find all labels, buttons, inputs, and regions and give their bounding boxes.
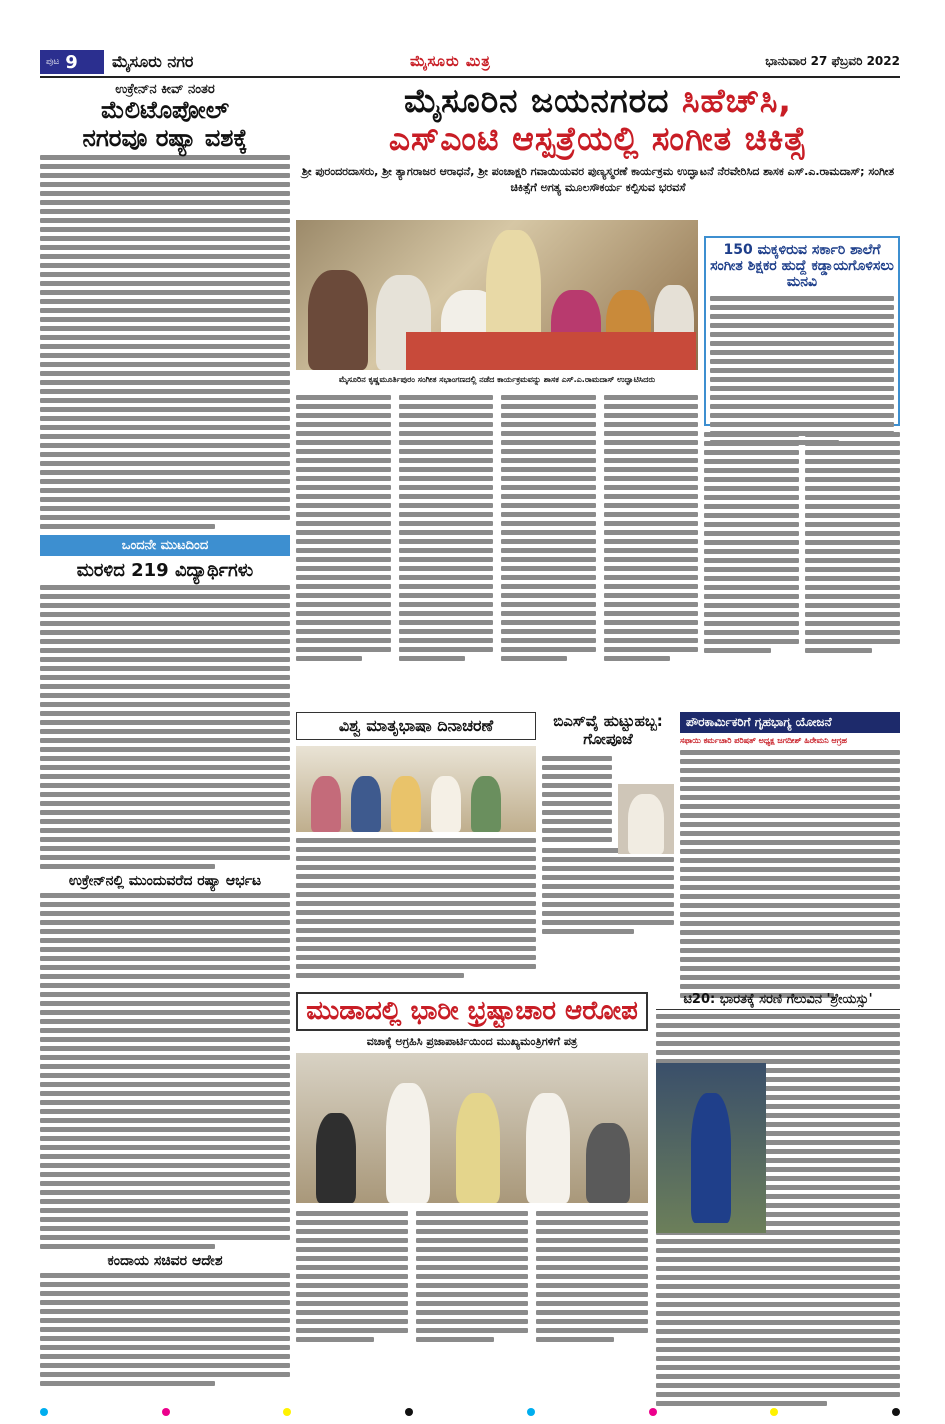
music-teacher-box [704,236,900,426]
main-deck: ಶ್ರೀ ಪುರಂದರದಾಸರು, ಶ್ರೀ ತ್ಯಾಗರಾಜರ ಆರಾಧನೆ, ಶ್ರೀ ಪಂಚಾಕ್ಷರಿ ಗವಾಯಿಯವರ ಪುಣ್ಯಸ್ಮರಣೆ ಕಾರ್ಯಕ್ರಮ ಉದ್ಘಾಟನೆ ನೆರವೇರಿಸಿದ ಶಾಸಕ ಎಸ್.ಎ.ರಾಮದಾಸ್; ಸಂಗೀತ ಚಿಕಿತ್ಸೆಗೆ ಅಗತ್ಯ ಮೂಲಸೌಕರ್ಯ ಕಲ್ಪಿಸುವ ಭರವಸೆ [301,164,895,195]
left-body-text-4 [40,1273,290,1386]
left-subhead-russia: ಉಕ್ರೇನ್‌ನಲ್ಲಿ ಮುಂದುವರೆದ ರಷ್ಯಾ ಆರ್ಭಟ [68,873,262,890]
main-story-body [296,395,698,695]
housing-story [680,712,900,982]
left-subhead-minister: ಕಂದಾಯ ಸಚಿವರ ಆದೇಶ [107,1253,223,1270]
bsy-portrait [618,784,674,854]
page-number-badge [40,50,104,74]
muda-story [296,992,648,1392]
left-headline-2: ನಗರವೂ ರಷ್ಯಾ ವಶಕ್ಕೆ [82,123,248,152]
housing-headline: ಪೌರಕಾರ್ಮಿಕರಿಗೆ ಗೃಹಭಾಗ್ಯ ಯೋಜನೆ [680,712,900,733]
right-body-text [704,432,900,692]
page-number: 9 [65,51,78,73]
mother-tongue-photo [296,746,536,832]
print-registration-marks [40,1408,900,1416]
masthead [40,48,900,78]
muda-headline: ಮುಡಾದಲ್ಲಿ ಭಾರೀ ಭ್ರಷ್ಟಾಚಾರ ಆರೋಪ [296,992,648,1031]
muda-press-photo [296,1053,648,1203]
dateline: ಭಾನುವಾರ 27 ಫೆಬ್ರವರಿ 2022 [765,54,900,68]
t20-story [656,992,900,1392]
main-photo [296,220,698,370]
mother-tongue-story [296,712,536,982]
section-name: ಮೈಸೂರು ನಗರ [112,52,194,71]
muda-subhead: ವಚಾಕ್ಕೆ ಅಗ್ರಹಿಸಿ ಪ್ರಜಾಪಾರ್ಟಿಯಿಂದ ಮುಖ್ಯಮಂತ್ರಿಗಳಿಗೆ ಪತ್ರ [366,1035,578,1048]
main-story [296,82,900,197]
left-prehead: ಉಕ್ರೇನ್‌ನ ಕೀವ್ ನಂತರ [115,82,215,97]
left-headline-1: ಮೆಲಿಟೊಪೋಲ್ [100,96,230,124]
page-prefix: ಪುಟ [46,57,60,67]
main-headline-red: ಸಿಹೆಚ್‌ಸಿ, [681,81,792,120]
left-body-text-3 [40,893,290,1249]
bsy-birthday-story [542,712,674,982]
music-teacher-headline: 150 ಮಕ್ಕಳಿರುವ ಸರ್ಕಾರಿ ಶಾಲೆಗೆ ಸಂಗೀತ ಶಿಕ್ಷಕರ ಹುದ್ದೆ ಕಡ್ಡಾಯಗೊಳಿಸಲು ಮನವಿ [710,242,894,290]
main-photo-caption: ಮೈಸೂರಿನ ಕೃಷ್ಣಮೂರ್ತಿಪುರಂ ಸಂಗೀತ ಸಭಾಂಗಣದಲ್ಲಿ ನಡೆದ ಕಾರ್ಯಕ್ರಮವನ್ನು ಶಾಸಕ ಎಸ್.ಎ.ರಾಮದಾಸ್ ಉದ್ಘಾಟಿಸಿದರು [338,375,656,384]
left-column [40,82,290,1382]
housing-subhead: ಸಫಾಯಿ ಕರ್ಮಚಾರಿ ಪರಿಷತ್ ಅಧ್ಯಕ್ಷ ಜಗದೀಶ್ ಹಿರೇಮನಿ ಆಗ್ರಹ [680,736,847,745]
mother-tongue-headline: ವಿಶ್ವ ಮಾತೃಭಾಷಾ ದಿನಾಚರಣೆ [296,712,536,740]
main-headline-line-2: ಎಸ್‌ಎಂಟಿ ಆಸ್ಪತ್ರೆಯಲ್ಲಿ ಸಂಗೀತ ಚಿಕಿತ್ಸೆ [388,118,808,158]
cricketer-photo [656,1063,766,1233]
bsy-headline: ಬಿಎಸ್‌ವೈ ಹುಟ್ಟುಹಬ್ಬ: ಗೋಪೂಜೆ [553,712,663,748]
continued-band: ಒಂದನೇ ಮುಟದಿಂದ [40,535,290,556]
left-subhead-students: ಮರಳಿದ 219 ವಿದ್ಯಾರ್ಥಿಗಳು [76,560,254,582]
left-body-text-1 [40,155,290,529]
main-headline-black: ಮೈಸೂರಿನ ಜಯನಗರದ [404,81,682,120]
t20-headline: ಟಿ20: ಭಾರತಕ್ಕೆ ಸರಣಿ ಗೆಲುವಿನ 'ಶ್ರೇಯಸ್ಸು' [656,992,900,1010]
left-body-text-2 [40,585,290,869]
newspaper-logo: ಮೈಸೂರು ಮಿತ್ರ [410,52,491,70]
main-headline-line-1 [296,82,900,120]
